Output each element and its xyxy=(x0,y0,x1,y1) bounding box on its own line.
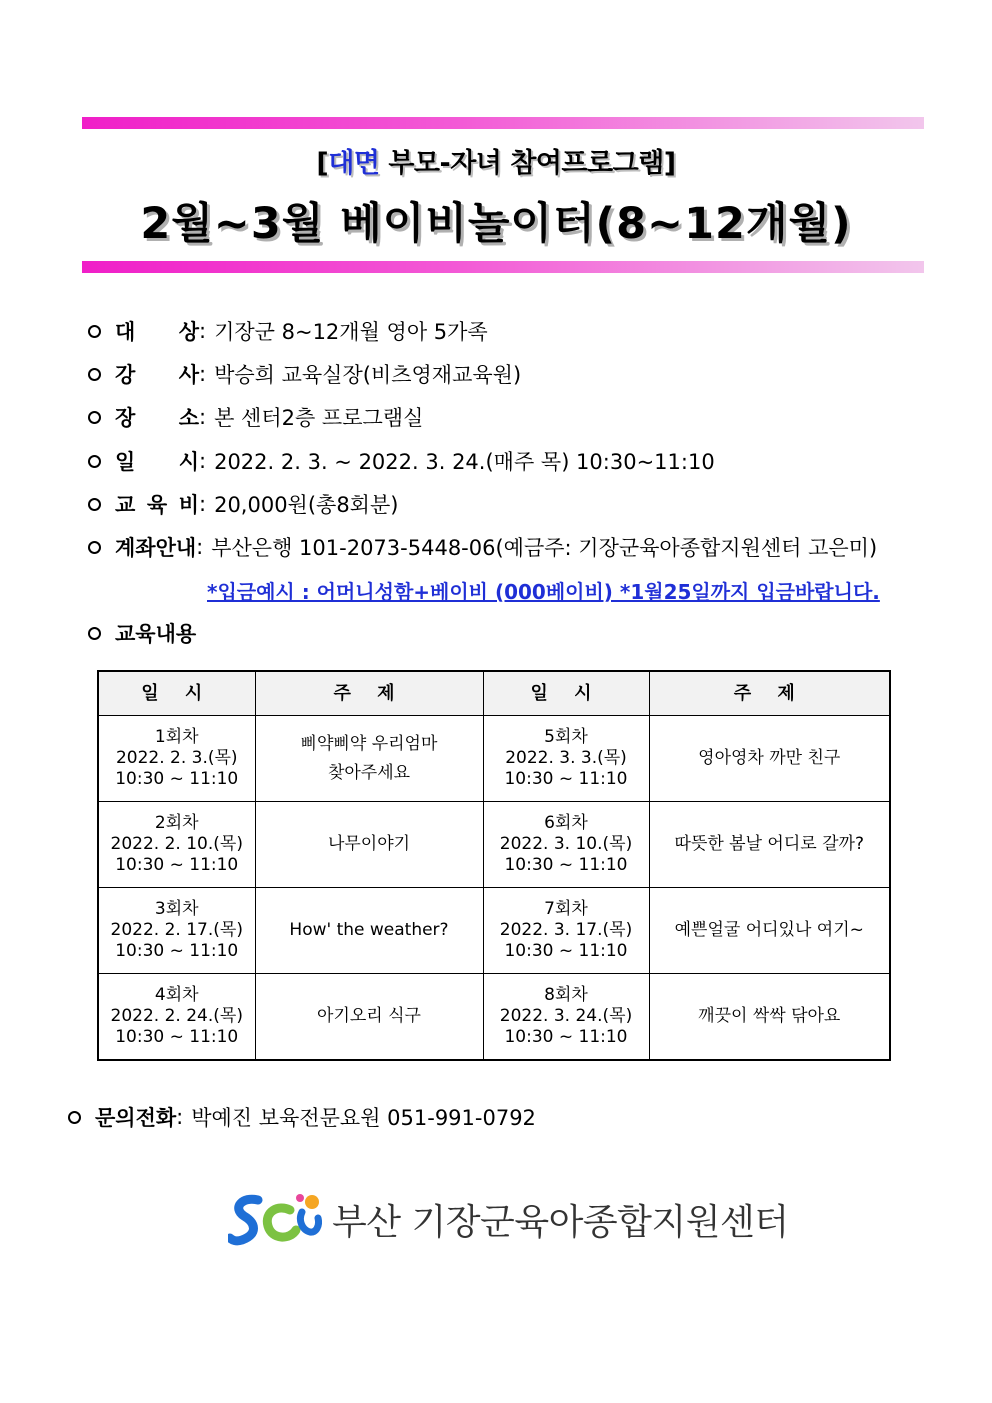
circle-bullet-icon xyxy=(68,1111,81,1124)
info-value: 본 센터2층 프로그램실 xyxy=(214,406,424,430)
topic-cell: 예쁜얼굴 어디있나 여기~ xyxy=(649,888,890,974)
topic-cell: 따뜻한 봄날 어디로 갈까? xyxy=(649,802,890,888)
info-row-location: 장 소 : 본 센터2층 프로그램실 xyxy=(88,402,423,432)
session-cell: 1회차 2022. 2. 3.(목) 10:30 ~ 11:10 xyxy=(98,716,255,802)
info-value: 20,000원(총8회분) xyxy=(214,493,399,517)
table-row xyxy=(98,802,890,888)
info-value: 박승희 교육실장(비츠영재교육원) xyxy=(214,363,522,387)
top-pink-band xyxy=(82,117,924,129)
session-cell: 2회차 2022. 2. 10.(목) 10:30 ~ 11:10 xyxy=(98,802,255,888)
center-logo xyxy=(228,1190,789,1248)
circle-bullet-icon xyxy=(88,411,101,424)
circle-bullet-icon xyxy=(88,541,101,554)
info-value: 기장군 8~12개월 영아 5가족 xyxy=(214,320,488,344)
session-cell: 6회차 2022. 3. 10.(목) 10:30 ~ 11:10 xyxy=(483,802,649,888)
header-date: 일 시 xyxy=(98,671,255,716)
circle-bullet-icon xyxy=(88,325,101,338)
contact-label: 문의전화 xyxy=(95,1106,177,1130)
deposit-notice: *입금예시 : 어머니성함+베이비 (000베이비) *1월25일까지 입금바랍니다. xyxy=(207,580,880,604)
subtitle-highlight: 대면 xyxy=(328,148,380,179)
contact-row: 문의전화 : 박예진 보육전문요원 051-991-0792 xyxy=(68,1102,536,1132)
center-logo-icon xyxy=(228,1190,322,1248)
session-cell: 3회차 2022. 2. 17.(목) 10:30 ~ 11:10 xyxy=(98,888,255,974)
info-row-schedule: 일 시 : 2022. 2. 3. ~ 2022. 3. 24.(매주 목) 10:30~11:10 xyxy=(88,446,715,476)
subtitle: [대면 부모-자녀 참여프로그램] xyxy=(316,148,676,179)
info-value: 2022. 2. 3. ~ 2022. 3. 24.(매주 목) 10:30~11:10 xyxy=(214,450,715,474)
session-cell: 5회차 2022. 3. 3.(목) 10:30 ~ 11:10 xyxy=(483,716,649,802)
center-logo-text: 부산 기장군육아종합지원센터 xyxy=(332,1201,789,1243)
table-row xyxy=(98,974,890,1061)
info-label: 일 시 xyxy=(115,450,199,474)
info-label: 대 상 xyxy=(115,320,199,344)
header-topic: 주 제 xyxy=(255,671,483,716)
info-label: 교 육 비 xyxy=(115,493,199,517)
section-label-row xyxy=(88,618,196,648)
session-cell: 4회차 2022. 2. 24.(목) 10:30 ~ 11:10 xyxy=(98,974,255,1061)
info-row-account: 계좌안내 : 부산은행 101-2073-5448-06(예금주: 기장군육아종합지원센터 고은미) xyxy=(88,532,877,562)
section-label: 교육내용 xyxy=(115,622,197,646)
info-row-instructor: 강 사 : 박승희 교육실장(비츠영재교육원) xyxy=(88,359,521,389)
topic-cell: 나무이야기 xyxy=(255,802,483,888)
session-cell: 7회차 2022. 3. 17.(목) 10:30 ~ 11:10 xyxy=(483,888,649,974)
circle-bullet-icon xyxy=(88,627,101,640)
info-row-fee: 교 육 비 : 20,000원(총8회분) xyxy=(88,489,398,519)
table-row xyxy=(98,716,890,802)
circle-bullet-icon xyxy=(88,498,101,511)
bottom-pink-band xyxy=(82,261,924,273)
page-title: 2월~3월 베이비놀이터(8~12개월) xyxy=(140,199,852,249)
header-date: 일 시 xyxy=(483,671,649,716)
topic-cell: 영아영차 까만 친구 xyxy=(649,716,890,802)
session-cell: 8회차 2022. 3. 24.(목) 10:30 ~ 11:10 xyxy=(483,974,649,1061)
info-label: 계좌안내 xyxy=(115,536,197,560)
table-header-row xyxy=(98,671,890,716)
info-value: 부산은행 101-2073-5448-06(예금주: 기장군육아종합지원센터 고은미) xyxy=(211,536,878,560)
info-row-target: 대 상 : 기장군 8~12개월 영아 5가족 xyxy=(88,316,488,346)
topic-cell: How' the weather? xyxy=(255,888,483,974)
contact-value: 박예진 보육전문요원 051-991-0792 xyxy=(191,1106,536,1130)
info-label: 장 소 xyxy=(115,406,199,430)
topic-cell: 아기오리 식구 xyxy=(255,974,483,1061)
info-label: 강 사 xyxy=(115,363,199,387)
circle-bullet-icon xyxy=(88,368,101,381)
schedule-table xyxy=(97,670,891,1061)
header-topic: 주 제 xyxy=(649,671,890,716)
topic-cell: 삐약삐약 우리엄마 찾아주세요 xyxy=(255,716,483,802)
table-row xyxy=(98,888,890,974)
topic-cell: 깨끗이 싹싹 닦아요 xyxy=(649,974,890,1061)
circle-bullet-icon xyxy=(88,455,101,468)
